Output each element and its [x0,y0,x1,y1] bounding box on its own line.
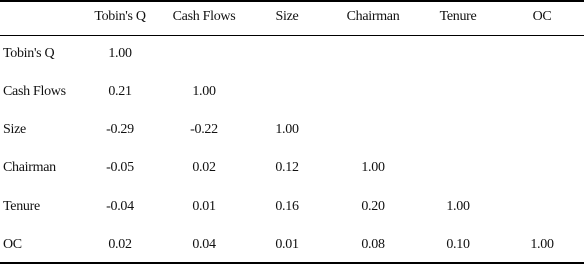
column-header-size: Size [275,9,299,24]
table-cell: 0.20 [361,199,385,214]
table-cell: -0.04 [106,199,134,214]
table-cell: 1.00 [361,160,385,175]
table-cell [513,44,571,64]
column-header-oc: OC [532,9,552,24]
table-cell: 1.00 [192,84,216,99]
row-label: OC [3,237,22,252]
table-top-rule [0,0,584,2]
table-cell [429,158,487,178]
table-bottom-rule [0,262,584,264]
table-cell: 0.02 [108,237,132,252]
table-cell [513,82,571,102]
table-cell: 0.04 [192,237,216,252]
table-header-rule [0,35,584,36]
table-cell: 0.10 [446,237,470,252]
table-cell [513,158,571,178]
column-header-tobins-q: Tobin's Q [94,9,146,24]
table-cell: 0.02 [192,160,216,175]
row-label: Size [3,122,26,137]
table-cell [513,197,571,217]
table-cell: 0.01 [275,237,299,252]
table-cell [429,82,487,102]
column-header-chairman: Chairman [346,9,400,24]
table-cell: 0.01 [192,199,216,214]
table-cell: -0.22 [190,122,218,137]
table-cell: 0.21 [108,84,132,99]
table-cell [258,44,316,64]
column-header-tenure: Tenure [439,9,477,24]
row-label: Chairman [3,160,56,175]
column-header-cash-flows: Cash Flows [172,9,236,24]
table-cell [258,82,316,102]
table-cell [172,44,236,64]
table-cell [343,44,403,64]
table-cell [513,120,571,140]
table-cell: 0.08 [361,237,385,252]
row-label: Tobin's Q [3,46,55,61]
table-cell [429,44,487,64]
table-cell: 0.16 [275,199,299,214]
table-cell [429,120,487,140]
table-cell: 1.00 [108,46,132,61]
table-cell: 1.00 [530,237,554,252]
table-cell: -0.05 [106,160,134,175]
table-cell: 1.00 [275,122,299,137]
row-label: Cash Flows [3,84,66,99]
table-cell [343,120,403,140]
table-cell: -0.29 [106,122,134,137]
table-cell [343,82,403,102]
table-cell: 0.12 [275,160,299,175]
row-label: Tenure [3,199,40,214]
table-cell: 1.00 [446,199,470,214]
